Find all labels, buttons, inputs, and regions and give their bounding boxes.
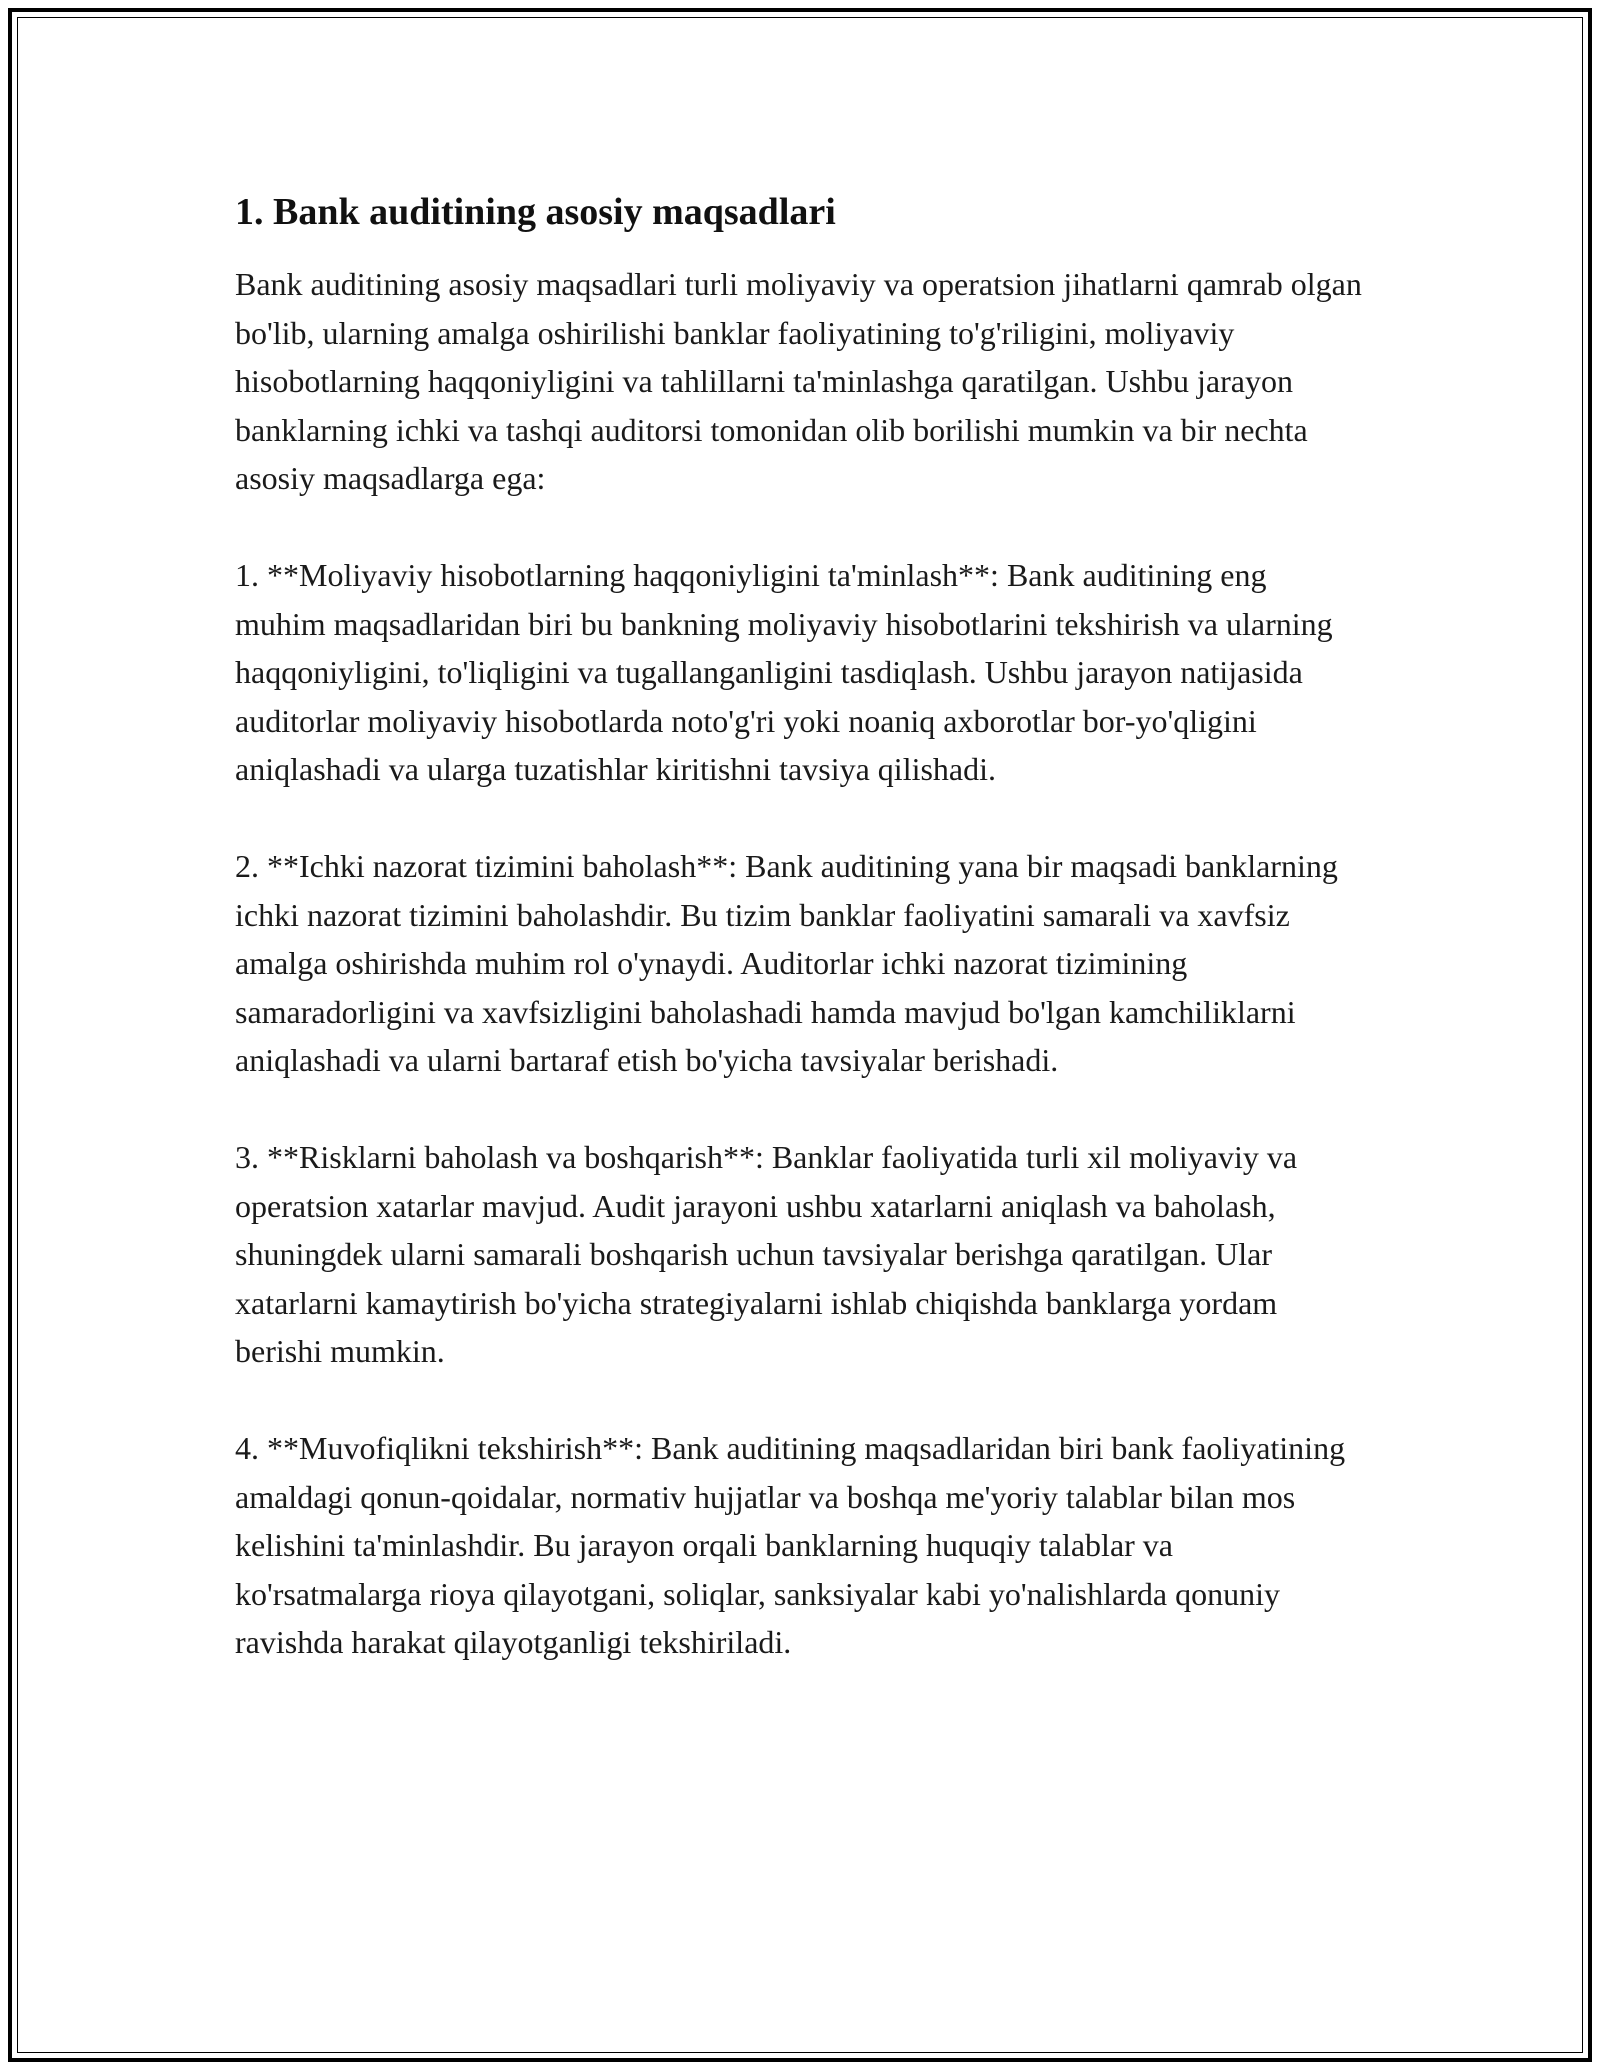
document-body [235, 186, 1365, 1715]
section-heading: 1. Bank auditining asosiy maqsadlari [235, 191, 836, 233]
paragraph-internal-control: 2. **Ichki nazorat tizimini baholash**: Bank auditining yana bir maqsadi banklarning ichki nazorat tizimini baholashdir. Bu tizim banklar faoliyatini samarali va xavfsiz amalga oshirishda muhim rol o'ynaydi. Auditorlar ichki nazorat tizimining samaradorligini va xavfsizligini baholashadi hamda mavjud bo'lgan kamchiliklarni aniqlashadi va ularni bartaraf etish bo'yicha tavsiyalar berishadi. [235, 848, 1338, 1078]
paragraph-risk-assessment: 3. **Risklarni baholash va boshqarish**: Banklar faoliyatida turli xil moliyaviy va operatsion xatarlar mavjud. Audit jarayoni ushbu xatarlarni aniqlash va baholash, shuningdek ularni samarali boshqarish uchun tavsiyalar berishga qaratilgan. Ular xatarlarni kamaytirish bo'yicha strategiyalarni ishlab chiqishda banklarga yordam berishi mumkin. [235, 1139, 1298, 1369]
intro-paragraph: Bank auditining asosiy maqsadlari turli moliyaviy va operatsion jihatlarni qamrab olgan bo'lib, ularning amalga oshirilishi banklar faoliyatining to'g'riligini, moliyaviy hisobotlarning haqqoniyligini va tahlillarni ta'minlashga qaratilgan. Ushbu jarayon banklarning ichki va tashqi auditorsi tomonidan olib borilishi mumkin va bir nechta asosiy maqsadlarga ega: [235, 266, 1362, 496]
paragraph-financial-reports: 1. **Moliyaviy hisobotlarning haqqoniyligini ta'minlash**: Bank auditining eng muhim maqsadlaridan biri bu bankning moliyaviy hisobotlarini tekshirish va ularning haqqoniyligini, to'liqligini va tugallanganligini tasdiqlash. Ushbu jarayon natijasida auditorlar moliyaviy hisobotlarda noto'g'ri yoki noaniq axborotlar bor-yo'qligini aniqlashadi va ularga tuzatishlar kiritishni tavsiya qilishadi. [235, 557, 1333, 787]
paragraph-compliance: 4. **Muvofiqlikni tekshirish**: Bank auditining maqsadlaridan biri bank faoliyatining amaldagi qonun-qoidalar, normativ hujjatlar va boshqa me'yoriy talablar bilan mos kelishini ta'minlashdir. Bu jarayon orqali banklarning huquqiy talablar va ko'rsatmalarga rioya qilayotgani, soliqlar, sanksiyalar kabi yo'nalishlarda qonuniy ravishda harakat qilayotganligi tekshiriladi. [235, 1430, 1346, 1660]
